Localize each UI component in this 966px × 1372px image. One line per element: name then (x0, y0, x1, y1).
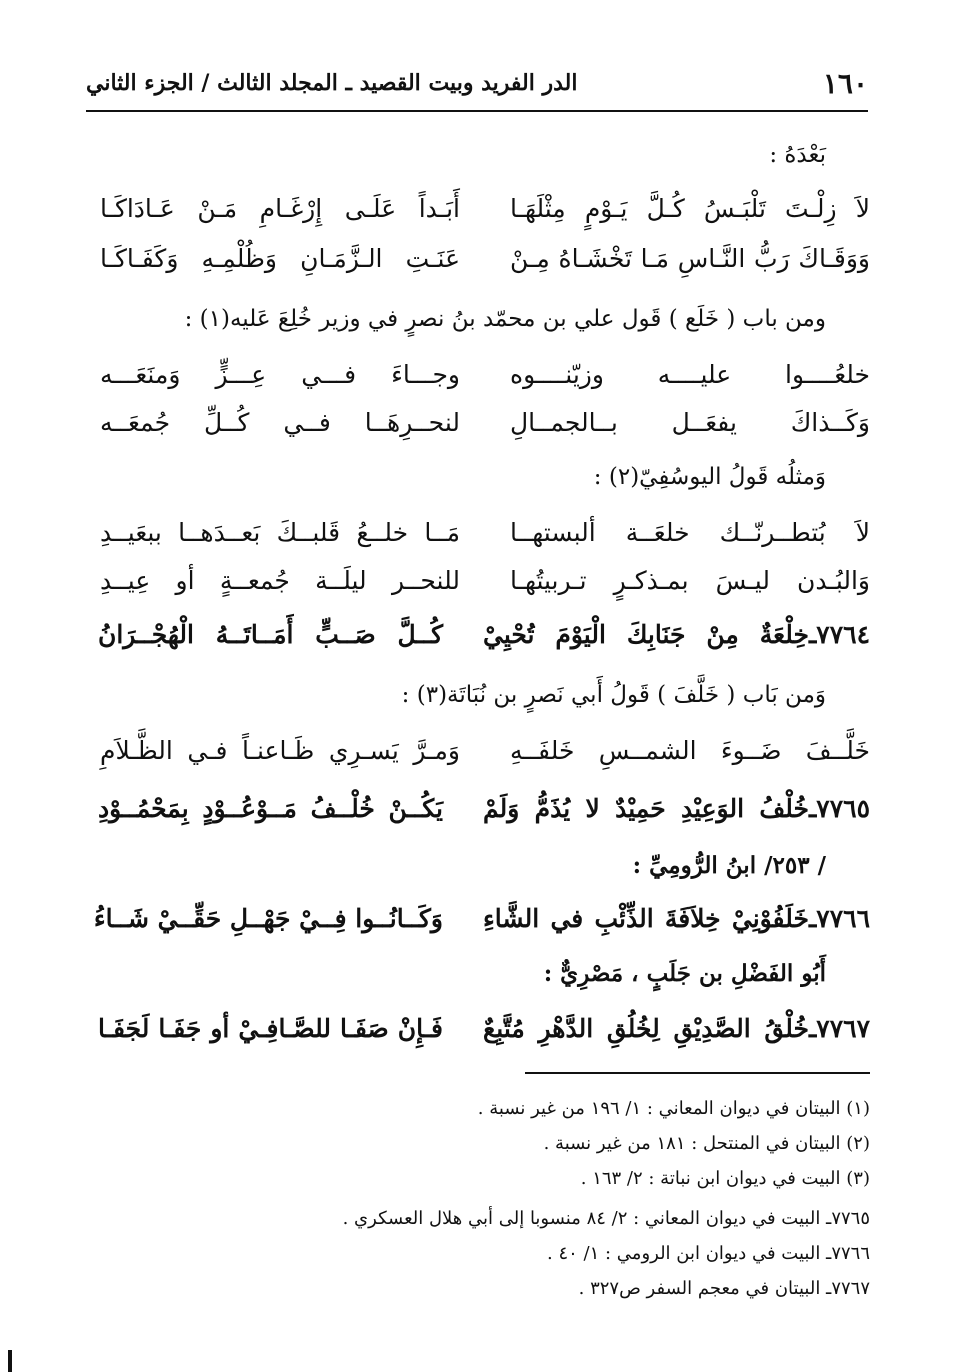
verse-first-hemistich: وَكَــذاكَ يفعَــل بــالجمــالِ (510, 408, 870, 437)
running-title: الدر الفريد وبيت القصيد ـ المجلد الثالث / الجزء الثاني (86, 70, 578, 96)
intro-line: ومن باب ( خَلَع ) قَول علي بن محمّد بنُ نصرٍ في وزير خُلِعَ عَليه(١) : (184, 306, 826, 332)
intro-line: وَمن بَاب ( خَلَّفَ ) قَولُ أَبي نَصرٍ بن نُبَاتَة(٣) : (401, 682, 826, 708)
verse-second-hemistich: وَكَــانُــوا فِــيْ جَهْــلِ حَقِّــيْ شَــاءُ (93, 904, 443, 933)
verse-second-hemistich: للنحــر ليلَــة جُمعــةٍ أو عِيــدِ (100, 566, 460, 595)
verse-first-hemistich: وَوَقَـاكَ رَبُّ النَّـاسِ مَـا تَخْشَـاهُ مِـنْ (510, 244, 870, 273)
verse-first-hemistich: خَلَّــفَ ضَــوءَ الشمــسِ خَلفَــهِ (510, 736, 870, 765)
verse-line (100, 518, 870, 547)
header-rule (86, 110, 868, 112)
verse-second-hemistich: يَكُــنْ خُلْــفُ مَــوْعُــوْدٍ بِمَحْمُــوْدِ (98, 794, 443, 823)
verse-first-hemistich: خُلْقُ الصَّدِيْقِ لِخُلُقِ الدَّهْرِ مُتَّبِعٌ (483, 1014, 809, 1043)
verse-line (100, 566, 870, 595)
footnote: (١) البيتان في ديوان المعاني : ١/ ١٩٦ من غير نسبة . (477, 1098, 870, 1119)
footnote: (٢) البيتان في المنتحل : ١٨١ من غير نسبة . (543, 1133, 870, 1154)
entry-number: ٧٧٦٤ـ (808, 620, 870, 649)
verse-first-hemistich: خُلْفُ الوَعِيْدِ حَمِيْدٌ لا يُذَمُّ وَلَمْ (483, 794, 809, 823)
numbered-verse-7766 (93, 904, 870, 933)
verse-line (100, 194, 870, 223)
intro-line: وَمثلُه قَولُ اليوسُفِيّ(٢) : (593, 464, 826, 490)
verse-line (100, 736, 870, 765)
verse-second-hemistich: عَنَـتِ الـزَّمَـانِ وَظُلْمِـهِ وَكَفَـاكَـا (100, 244, 460, 273)
verse-first-hemistich: خَلَفُوْنِيْ خِلاَفَةَ الذِّئْبِ في الشَّاءِ (483, 904, 809, 933)
footnote: ٧٧٦٥ـ البيت في ديوان المعاني : ٢/ ٨٤ منسوبا إلى أبي هلال العسكري . (342, 1208, 870, 1229)
numbered-verse-7767 (98, 1014, 870, 1043)
footnote-rule (525, 1072, 870, 1074)
verse-first-hemistich: خلعُــــوا عليــــه وزيّنــــوه (510, 360, 870, 389)
intro-line: / ٢٥٣/ ابنُ الرُّومِيِّ : (632, 852, 826, 879)
footnote: (٣) البيت في ديوان ابن نباتة : ٢/ ١٦٣ . (580, 1168, 870, 1189)
intro-line: أَبُو الفَضْلِ بن جَلَبٍ ، مَصْرِيٌّ : (543, 960, 826, 987)
verse-second-hemistich: فَـإِنْ صَفَـا للصَّـافِـيْ أو جَفَـا لَجَفَـا (98, 1014, 443, 1043)
verse-second-hemistich: أَبَـداً عَلَـى إِرْغَـامِ مَـنْ عَـادَاكَـا (100, 194, 460, 223)
verse-line (100, 408, 870, 437)
page-number: ١٦٠ (822, 66, 868, 100)
verse-second-hemistich: لنحــرِهَــا فــي كُــلِّ جُمعَــه (100, 408, 460, 437)
verse-second-hemistich: كُــلَّ صَــبٍّ أَمَــاتَــهُ الْهُجْــرَانُ (98, 620, 443, 649)
intro-line: بَعْدَهُ : (769, 142, 826, 168)
verse-first-hemistich: وَالبُـدن ليـسَ بمـذكـرٍ تـربيتُهـا (510, 566, 870, 595)
numbered-verse-7765 (98, 794, 870, 823)
verse-second-hemistich: وجـــاءَ فـــي عِـــزٍّ وَمنَعَـــه (100, 360, 460, 389)
scan-edge-mark (8, 1350, 12, 1372)
verse-line (100, 360, 870, 389)
entry-number: ٧٧٦٦ـ (808, 904, 870, 933)
verse-first-hemistich: لاَ زِلْـتَ تَلْبَـسُ كُـلَّ يَـوْمٍ مِثْلَهَـا (510, 194, 870, 223)
verse-first-hemistich: لاَ بُتطــرنّــك خلعَــة ألبستهــا (510, 518, 870, 547)
entry-number: ٧٧٦٧ـ (808, 1014, 870, 1043)
footnote: ٧٧٦٦ـ البيت في ديوان ابن الرومي : ١/ ٤٠ . (547, 1243, 870, 1264)
verse-line (100, 244, 870, 273)
verse-first-hemistich: خِلْعَةٌ مِنْ جَنَابِكَ الْيَوْمَ تُحْيِيْ (483, 620, 809, 649)
footnote: ٧٧٦٧ـ البيتان في معجم السفر ص٣٢٧ . (578, 1278, 870, 1299)
verse-second-hemistich: مَــا خلــعُ قَلبــكَ بَعــدَهــا ببعَيــدِ (100, 518, 460, 547)
entry-number: ٧٧٦٥ـ (808, 794, 870, 823)
numbered-verse-7764 (98, 620, 870, 649)
verse-second-hemistich: وَمـرَّ يَسـرِي ظَـاعنـاً فـي الظَّـلاَمِ (100, 736, 460, 765)
page-header (86, 58, 868, 108)
